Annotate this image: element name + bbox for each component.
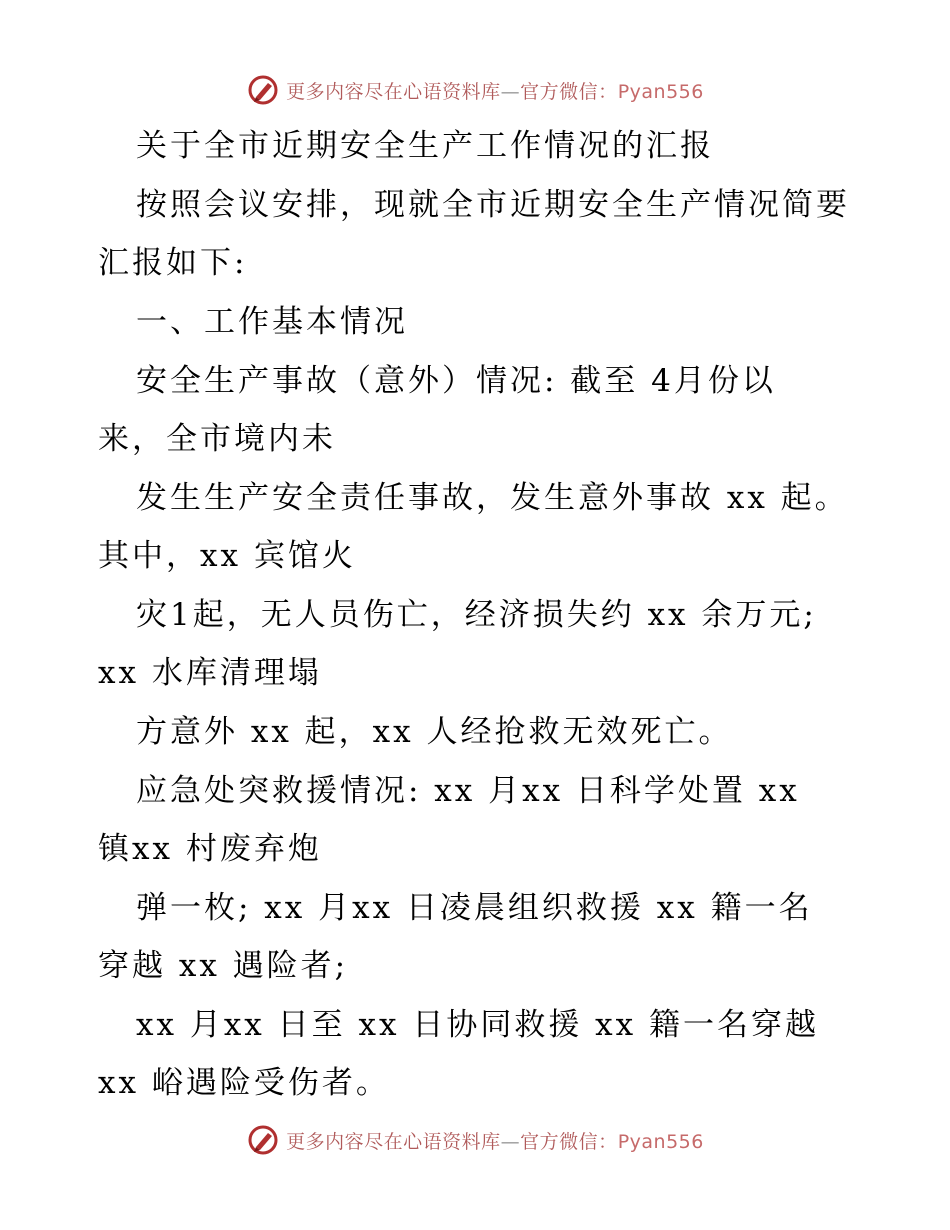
watermark-text (286, 77, 704, 104)
document-line: 弹一枚; xx 月xx 日凌晨组织救援 xx 籍一名 (136, 890, 813, 926)
document-line: 汇报如下: (98, 245, 248, 281)
document-line: 发生生产安全责任事故，发生意外事故 xx 起。 (136, 480, 849, 516)
document-line: 应急处突救援情况: xx 月xx 日科学处置 xx (136, 773, 800, 809)
footer-watermark-banner (0, 1120, 950, 1160)
pen-logo-icon (246, 73, 280, 107)
watermark-account: Pyan556 (617, 1130, 704, 1153)
watermark-text (286, 1127, 704, 1154)
document-line: xx 水库清理塌 (98, 655, 322, 691)
document-line: 安全生产事故（意外）情况: 截至 4月份以 (136, 363, 776, 399)
document-title: 关于全市近期安全生产工作情况的汇报 (136, 128, 714, 164)
watermark-label: 官方微信： (520, 80, 618, 103)
document-line: 其中，xx 宾馆火 (98, 538, 356, 574)
watermark-account: Pyan556 (617, 80, 704, 103)
watermark-main-text: 更多内容尽在心语资料库 (286, 80, 501, 103)
document-line: 方意外 xx 起，xx 人经抢救无效死亡。 (136, 714, 733, 750)
document-line: 来，全市境内未 (98, 421, 336, 457)
document-line: 镇xx 村废弃炮 (98, 831, 322, 867)
watermark-dash: — (500, 1130, 521, 1153)
header-watermark-banner (0, 70, 950, 110)
document-line: 按照会议安排，现就全市近期安全生产情况简要 (136, 187, 850, 223)
section-heading: 一、工作基本情况 (136, 304, 408, 340)
pen-logo-icon (246, 1123, 280, 1157)
watermark-label: 官方微信： (520, 1130, 618, 1153)
document-line: xx 峪遇险受伤者。 (98, 1065, 390, 1101)
document-line: 灾1起，无人员伤亡，经济损失约 xx 余万元; (136, 597, 817, 633)
document-line: 穿越 xx 遇险者; (98, 948, 349, 984)
watermark-dash: — (500, 80, 521, 103)
document-line: xx 月xx 日至 xx 日协同救援 xx 籍一名穿越 (136, 1007, 819, 1043)
watermark-main-text: 更多内容尽在心语资料库 (286, 1130, 501, 1153)
